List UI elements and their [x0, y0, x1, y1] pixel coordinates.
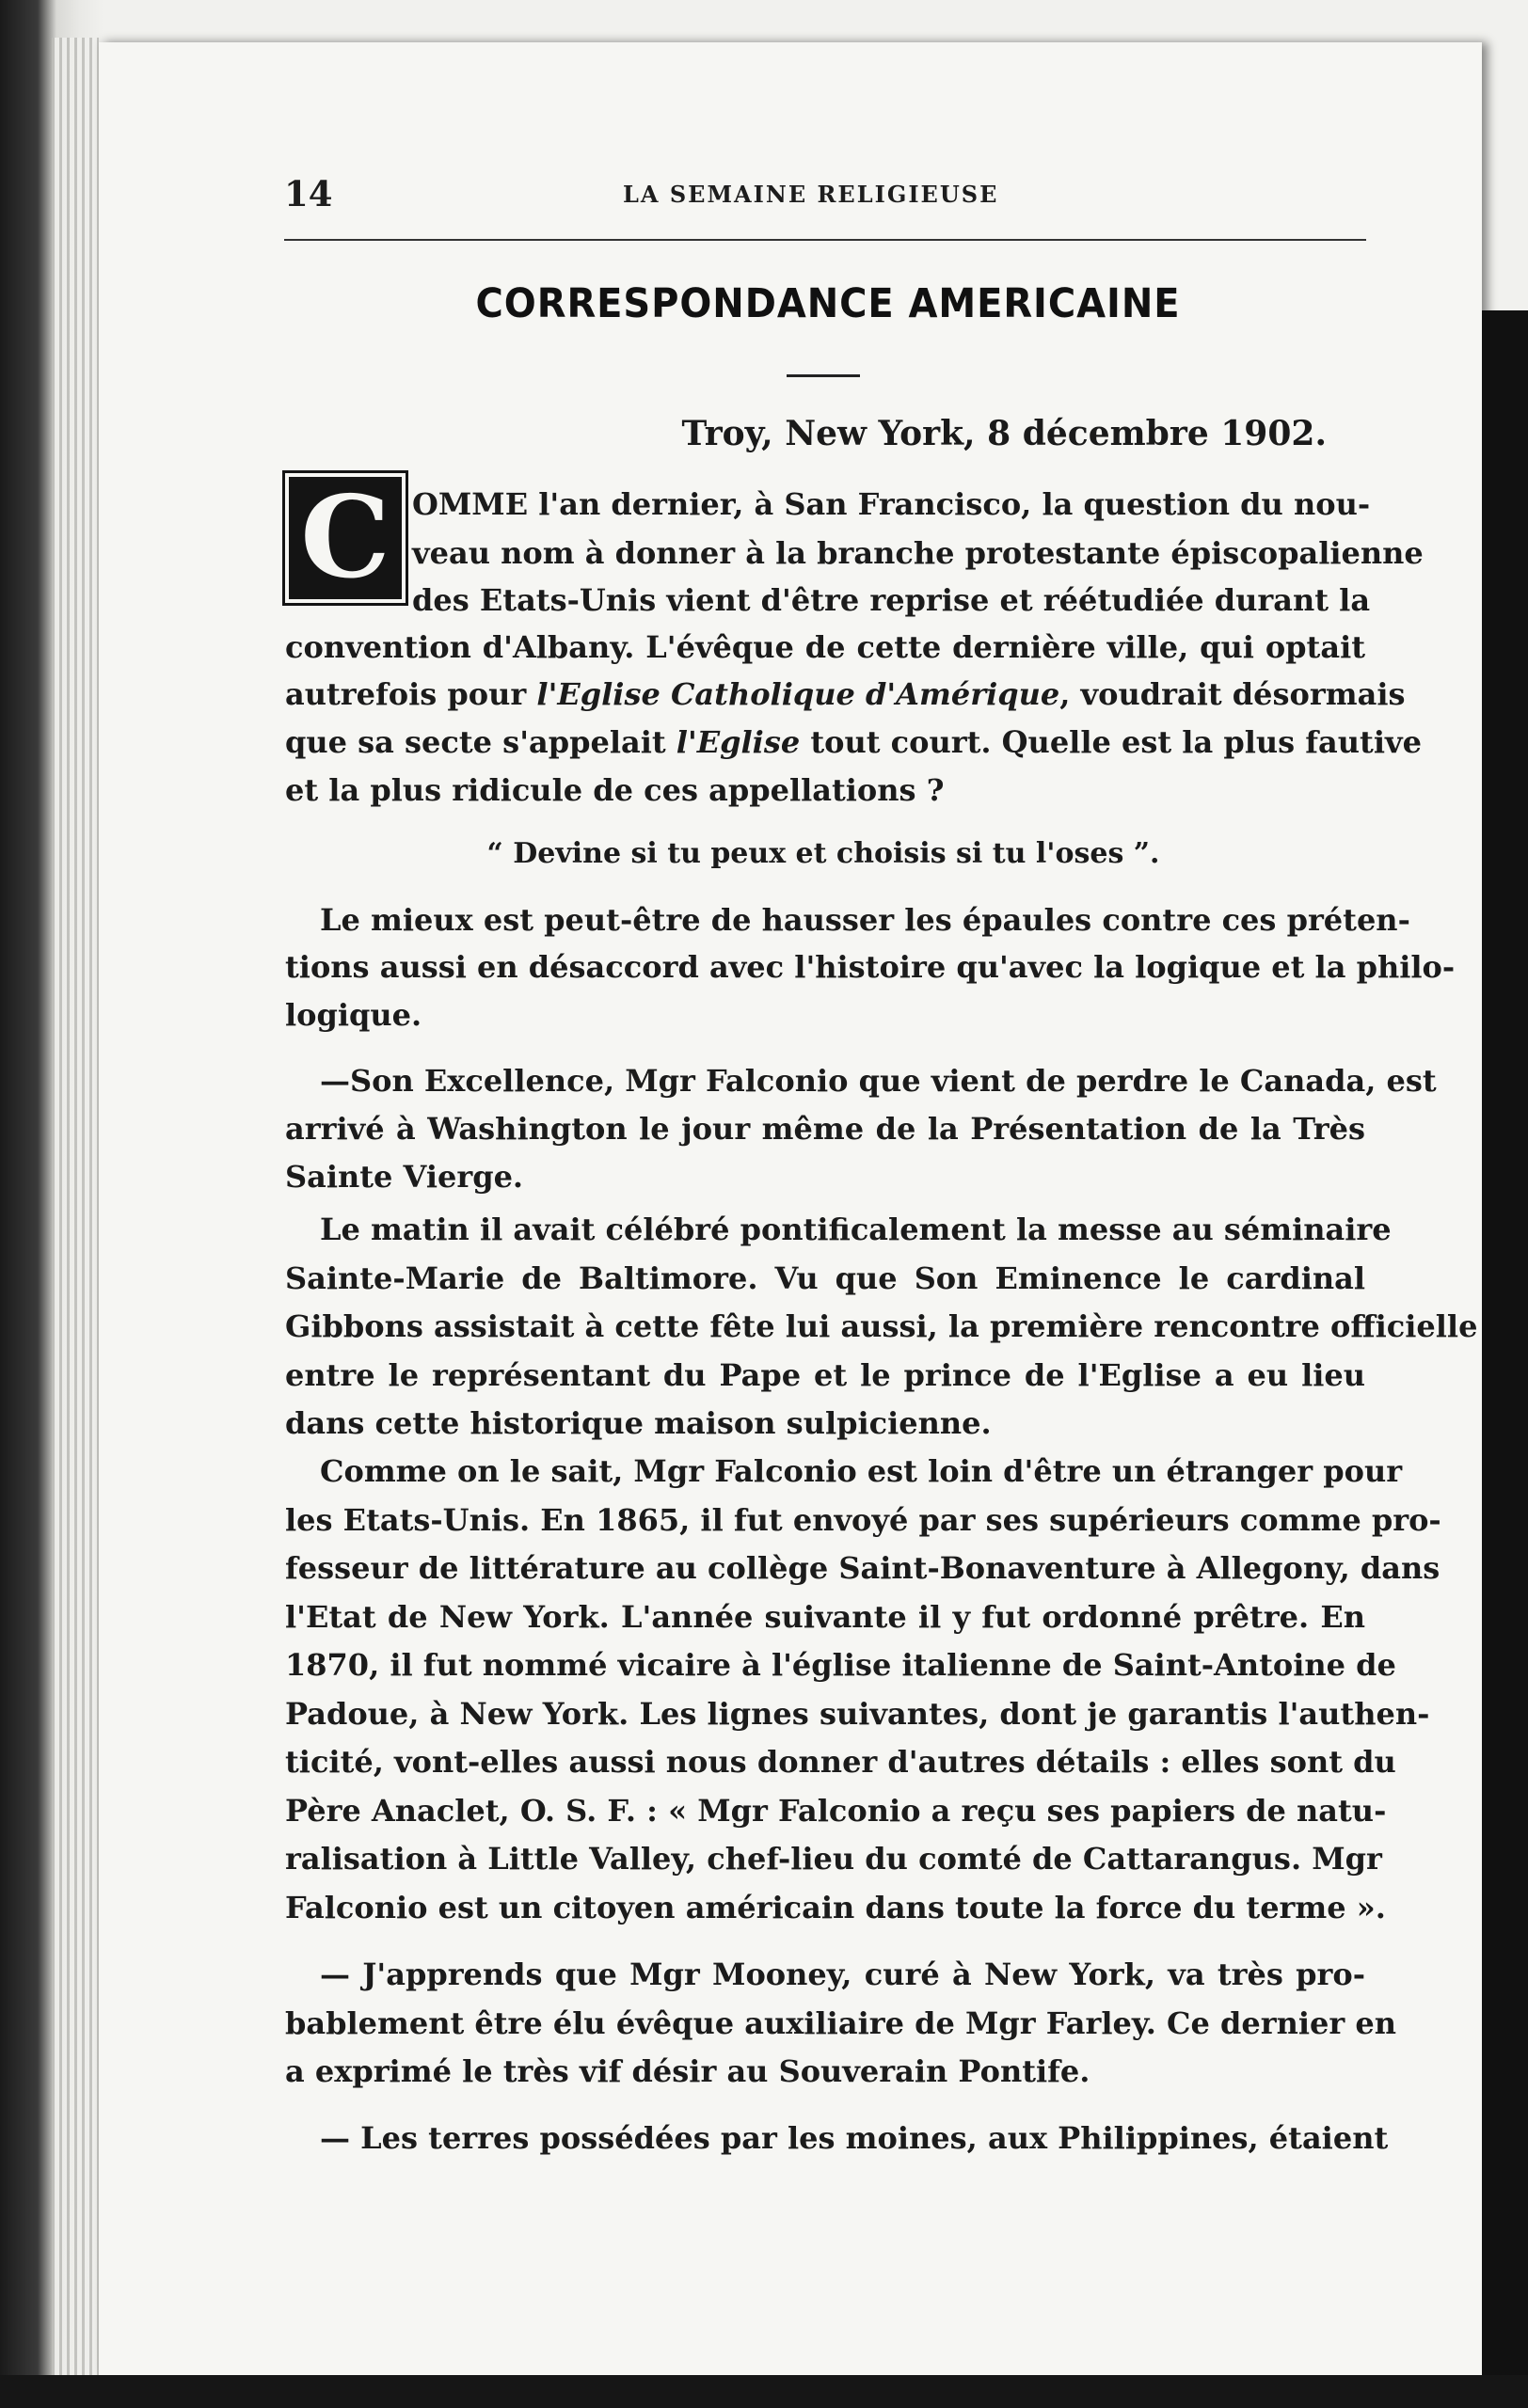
text-line: Père Anaclet, O. S. F. : « Mgr Falconio a reçu ses papiers de natu-	[285, 1793, 1387, 1829]
text-line: et la plus ridicule de ces appellations ?	[285, 772, 945, 808]
text-line: l'Etat de New York. L'année suivante il y fut ordonné prêtre. En	[285, 1599, 1365, 1635]
text-line: Sainte Vierge.	[285, 1159, 524, 1195]
article-title: CORRESPONDANCE AMERICAINE	[475, 280, 1181, 327]
text-line: des Etats-Unis vient d'être reprise et réétudiée durant la	[412, 582, 1371, 618]
ornamental-initial-letter: C	[300, 471, 390, 604]
text-line: bablement être élu évêque auxiliaire de Mgr Farley. Ce dernier en	[285, 2005, 1396, 2041]
header-rule	[284, 239, 1366, 241]
text-line: Padoue, à New York. Les lignes suivantes, dont je garantis l'authen-	[285, 1696, 1430, 1732]
text-line: convention d'Albany. L'évêque de cette dernière ville, qui optait	[285, 629, 1365, 665]
text-line: OMME l'an dernier, à San Francisco, la question du nou-	[412, 486, 1371, 522]
text-line: dans cette historique maison sulpicienne.	[285, 1405, 992, 1441]
text-line: les Etats-Unis. En 1865, il fut envoyé par ses supérieurs comme pro-	[285, 1502, 1441, 1538]
text-line: entre le représentant du Pape et le prince de l'Eglise a eu lieu	[285, 1357, 1365, 1393]
scan-border-bottom	[0, 2375, 1528, 2408]
text-line: logique.	[285, 997, 422, 1033]
text-line: ticité, vont-elles aussi nous donner d'autres détails : elles sont du	[285, 1744, 1396, 1780]
ornamental-initial	[282, 470, 408, 606]
scan-border-right	[1482, 310, 1528, 2408]
text-line: autrefois pour l'Eglise Catholique d'Amérique, voudrait désormais	[285, 676, 1406, 712]
text-line: — Les terres possédées par les moines, aux Philippines, étaient	[320, 2120, 1389, 2156]
text-line: Gibbons assistait à cette fête lui aussi, la première rencontre officielle	[285, 1308, 1478, 1344]
page-header	[284, 166, 1366, 222]
text-line: Sainte-Marie de Baltimore. Vu que Son Eminence le cardinal	[285, 1260, 1365, 1296]
text-line: ralisation à Little Valley, chef-lieu du comté de Cattarangus. Mgr	[285, 1841, 1382, 1877]
text-line: 1870, il fut nommé vicaire à l'église italienne de Saint-Antoine de	[285, 1647, 1396, 1683]
dateline: Troy, New York, 8 décembre 1902.	[681, 414, 1327, 453]
text-line: — J'apprends que Mgr Mooney, curé à New York, va très pro-	[320, 1956, 1365, 1992]
text-line: arrivé à Washington le jour même de la Présentation de la Très	[285, 1111, 1365, 1147]
text-line: —Son Excellence, Mgr Falconio que vient de perdre le Canada, est	[320, 1063, 1437, 1099]
text-line: Le matin il avait célébré pontificalement la messe au séminaire	[320, 1212, 1392, 1247]
title-rule	[787, 374, 860, 377]
text-line: fesseur de littérature au collège Saint-Bonaventure à Allegony, dans	[285, 1550, 1440, 1586]
running-title: LA SEMAINE RELIGIEUSE	[623, 181, 999, 208]
text-line: Comme on le sait, Mgr Falconio est loin d'être un étranger pour	[320, 1453, 1403, 1489]
text-line: que sa secte s'appelait l'Eglise tout court. Quelle est la plus fautive	[285, 724, 1422, 760]
quotation: “ Devine si tu peux et choisis si tu l'oses ”.	[486, 837, 1160, 870]
page-stack-edge	[52, 38, 99, 2380]
page-number: 14	[284, 173, 333, 214]
text-line: tions aussi en désaccord avec l'histoire qu'avec la logique et la philo-	[285, 949, 1456, 985]
text-line: a exprimé le très vif désir au Souverain Pontife.	[285, 2053, 1090, 2089]
text-line: Le mieux est peut-être de hausser les épaules contre ces préten-	[320, 902, 1410, 938]
text-line: veau nom à donner à la branche protestante épiscopalienne	[412, 535, 1424, 571]
text-line: Falconio est un citoyen américain dans toute la force du terme ».	[285, 1890, 1386, 1925]
